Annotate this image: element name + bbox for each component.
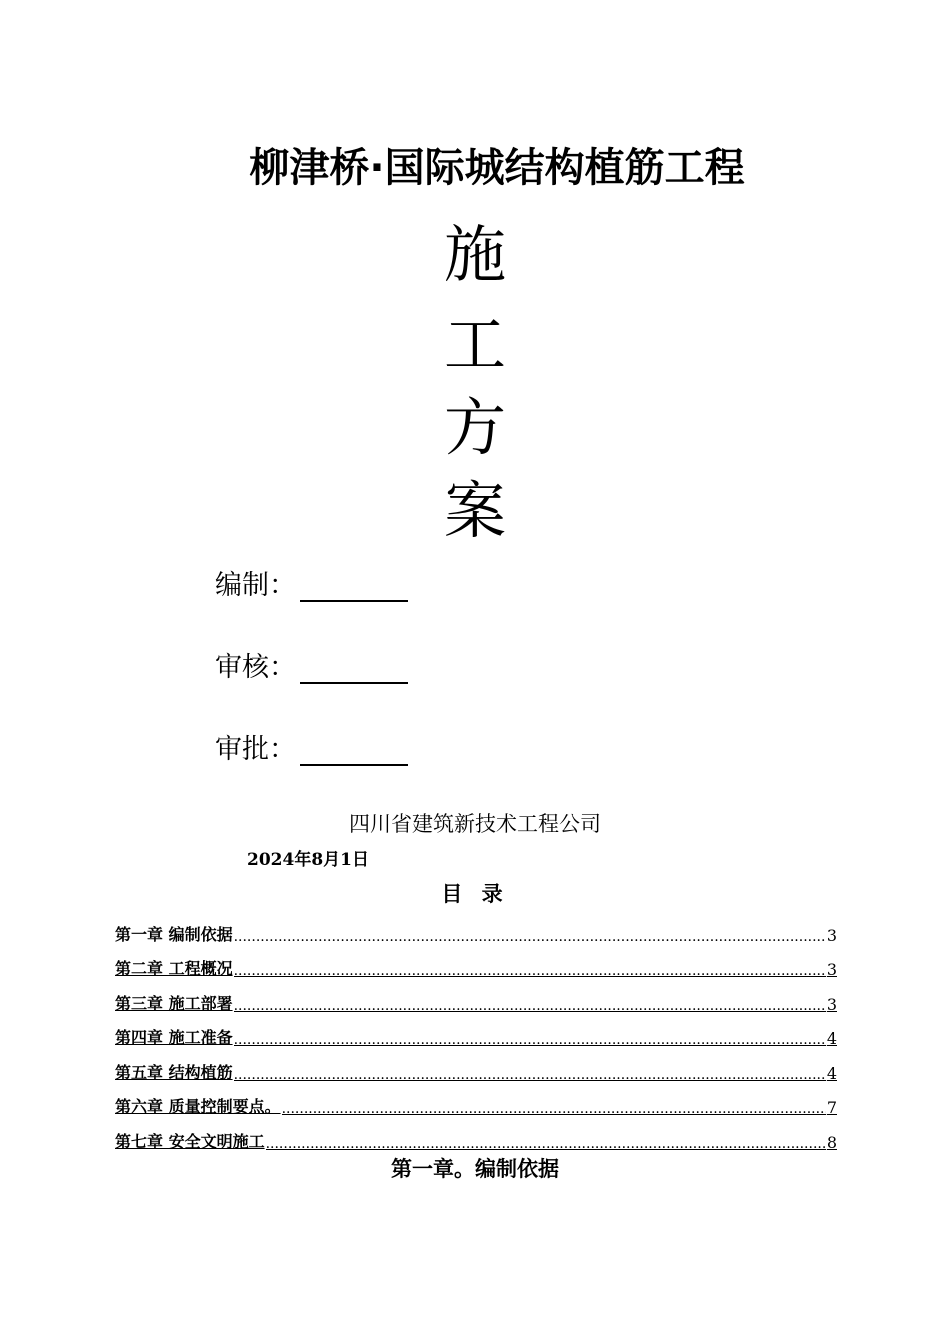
company-name: 四川省建筑新技术工程公司 [349, 812, 601, 836]
toc-item-2[interactable] [115, 945, 837, 980]
toc-item-page: 3 [826, 925, 837, 945]
toc-item-1[interactable] [115, 910, 837, 945]
toc-item-label: 第二章 工程概况 [115, 959, 233, 978]
toc-item-label: 第三章 施工部署 [115, 993, 233, 1013]
document-date: 2024年8月1日 [247, 850, 369, 870]
toc-item-label: 第四章 施工准备 [115, 1028, 233, 1047]
signature-line [300, 742, 408, 766]
toc-leader-dots [234, 963, 826, 979]
toc-item-3[interactable] [115, 979, 837, 1014]
toc-item-page: 4 [826, 1063, 837, 1083]
toc-item-label: 第五章 结构植筋 [115, 1062, 233, 1082]
toc-leader-dots [234, 1067, 826, 1083]
signature-review [215, 645, 408, 684]
toc-item-5[interactable] [115, 1048, 837, 1083]
signature-line [300, 578, 408, 602]
toc-item-7[interactable] [115, 1117, 837, 1152]
cover-char-4: 案 [443, 474, 506, 547]
toc-leader-dots [234, 929, 826, 945]
signature-line [300, 660, 408, 684]
toc-item-6[interactable] [115, 1083, 837, 1118]
table-of-contents [115, 910, 837, 1152]
toc-item-label: 第七章 安全文明施工 [115, 1131, 265, 1151]
signature-label: 审批： [215, 734, 296, 765]
signature-compile [215, 563, 408, 602]
toc-item-page: 7 [826, 1098, 837, 1117]
toc-item-page: 3 [826, 960, 837, 979]
document-title: 柳津桥·国际城结构植筋工程 [249, 145, 745, 191]
signature-label: 审核： [215, 652, 296, 683]
toc-item-page: 8 [826, 1132, 837, 1152]
toc-leader-dots [282, 1101, 826, 1117]
toc-item-page: 4 [826, 1029, 837, 1048]
signature-label: 编制： [215, 570, 296, 601]
chapter-heading: 第一章。编制依据 [391, 1156, 559, 1181]
toc-item-4[interactable] [115, 1014, 837, 1049]
cover-char-2: 工 [443, 308, 506, 381]
toc-item-page: 3 [826, 994, 837, 1014]
cover-char-1: 施 [443, 218, 506, 291]
cover-char-3: 方 [443, 391, 506, 464]
signature-approve [215, 727, 408, 766]
toc-item-label: 第一章 编制依据 [115, 924, 233, 944]
toc-item-label: 第六章 质量控制要点。 [115, 1097, 281, 1116]
toc-title: 目 录 [441, 881, 509, 906]
toc-leader-dots [234, 1032, 826, 1048]
toc-leader-dots [266, 1136, 826, 1152]
toc-leader-dots [234, 998, 826, 1014]
